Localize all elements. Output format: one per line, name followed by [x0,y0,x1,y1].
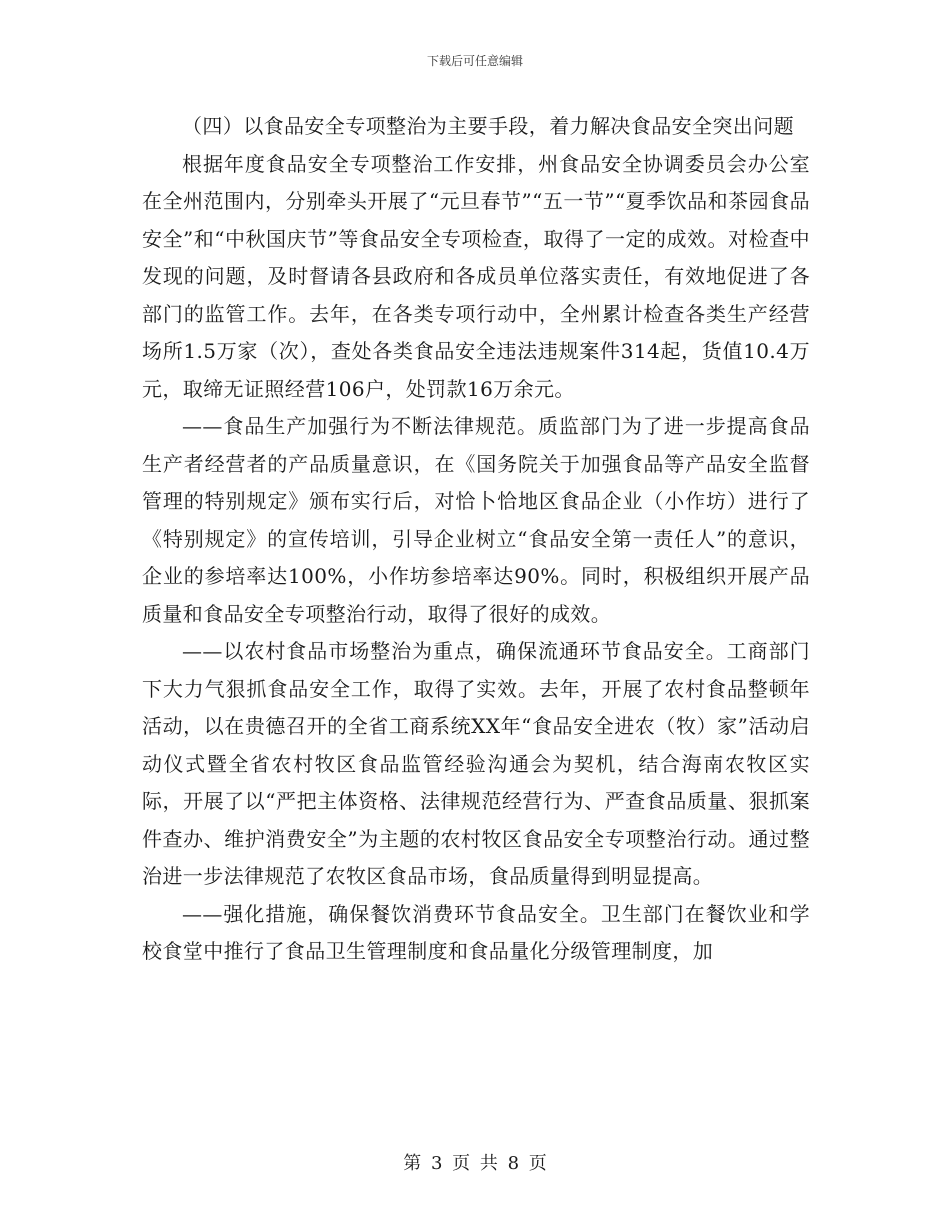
page-header-note: 下载后可任意编辑 [426,54,523,68]
document-body [142,108,810,971]
page-number: 第 3 页 共 8 页 [403,1153,547,1174]
paragraph-catering-safety: ——强化措施，确保餐饮消费环节食品安全。卫生部门在餐饮业和学校食堂中推行了食品卫生管理制度和食品量化分级管理制度，加 [142,901,810,963]
paragraph-inspection-summary: 根据年度食品安全专项整治工作安排，州食品安全协调委员会办公室在全州范围内，分别牵头开展了“元旦春节”“五一节”“夏季饮品和茶园食品安全”和“中秋国庆节”等食品安全专项检查，取得了一定的成效。对检查中发现的问题，及时督请各县政府和各成员单位落实责任，有效地促进了各部门的监管工作。去年，在各类专项行动中，全州累计检查各类生产经营场所1.5万家（次），查处各类食品安全违法违规案件314起，货值10.4万元，取缔无证照经营106户，处罚款16万余元。 [142,151,810,401]
section-heading: （四）以食品安全专项整治为主要手段，着力解决食品安全突出问题 [182,114,794,138]
paragraph-rural-market: ——以农村食品市场整治为重点，确保流通环节食品安全。工商部门下大力气狠抓食品安全工作，取得了实效。去年，开展了农村食品整顿年活动，以在贵德召开的全省工商系统XX年“食品安全进农（牧）家”活动启动仪式暨全省农村牧区食品监管经验沟通会为契机，结合海南农牧区实际，开展了以“严把主体资格、法律规范经营行为、严查食品质量、狠抓案件查办、维护消费安全”为主题的农村牧区食品安全专项整治行动。通过整治进一步法律规范了农牧区食品市场，食品质量得到明显提高。 [142,639,810,888]
paragraph-food-production: ——食品生产加强行为不断法律规范。质监部门为了进一步提高食品生产者经营者的产品质量意识，在《国务院关于加强食品等产品安全监督管理的特别规定》颁布实行后，对恰卜恰地区食品企业（小作坊）进行了《特别规定》的宣传培训，引导企业树立“食品安全第一责任人”的意识，企业的参培率达100%，小作坊参培率达90%。同时，积极组织开展产品质量和食品安全专项整治行动，取得了很好的成效。 [142,414,810,626]
